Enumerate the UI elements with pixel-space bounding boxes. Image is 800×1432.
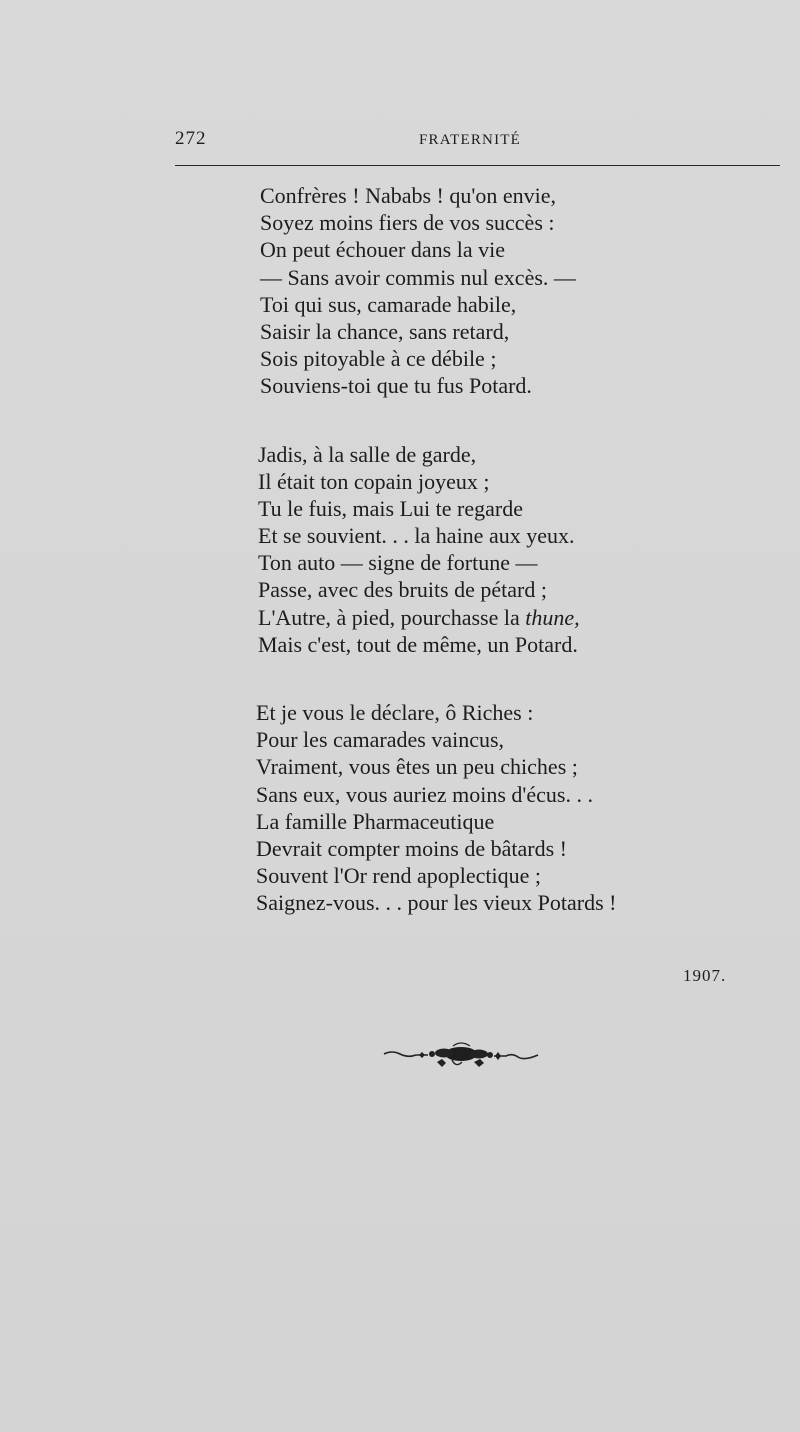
stanza-1 <box>252 182 672 400</box>
verse-line: Devrait compter moins de bâtards ! <box>256 835 567 861</box>
stanza-3 <box>252 699 672 917</box>
verse-line: Tu le fuis, mais Lui te regarde <box>258 495 523 521</box>
verse-line: Et je vous le déclare, ô Riches : <box>256 700 534 725</box>
stanza-2 <box>252 441 672 659</box>
verse-line: La famille Pharmaceutique <box>256 808 495 834</box>
verse-line: Il était ton copain joyeux ; <box>258 468 490 494</box>
verse-line: Souviens-toi que tu fus Potard. <box>260 373 532 399</box>
verse-line: Saignez-vous. . . pour les vieux Potards ! <box>256 890 617 916</box>
verse-line: Et se souvient. . . la haine aux yeux. <box>258 523 575 549</box>
verse-line: Confrères ! Nababs ! qu'on envie, <box>260 183 556 208</box>
header-rule <box>175 165 780 166</box>
verse-line: Mais c'est, tout de même, un Potard. <box>258 631 578 657</box>
running-head <box>175 128 780 158</box>
verse-line: Passe, avec des bruits de pétard ; <box>258 577 547 603</box>
verse-line: Ton auto — signe de fortune — <box>258 550 538 576</box>
date: 1907. <box>683 966 727 985</box>
verse-line: — Sans avoir commis nul excès. — <box>260 264 576 290</box>
verse-line-text: L'Autre, à pied, pourchasse la <box>258 604 526 630</box>
verse-line: Sois pitoyable à ce débile ; <box>260 346 497 372</box>
verse-line: Jadis, à la salle de garde, <box>258 441 477 467</box>
verse-line: On peut échouer dans la vie <box>260 237 505 263</box>
verse-line: Soyez moins fiers de vos succès : <box>260 210 555 236</box>
verse-line: Pour les camarades vaincus, <box>256 727 505 753</box>
verse-line: Toi qui sus, camarade habile, <box>260 291 517 317</box>
poem <box>252 182 672 958</box>
fleuron-icon <box>382 1040 540 1072</box>
italic-word: thune, <box>525 604 580 630</box>
verse-line: Saisir la chance, sans retard, <box>260 318 510 344</box>
running-title: FRATERNITÉ <box>419 132 521 148</box>
verse-line: Souvent l'Or rend apoplectique ; <box>256 863 542 889</box>
page-number: 272 <box>175 128 207 149</box>
verse-line <box>252 604 672 631</box>
verse-line: Vraiment, vous êtes un peu chiches ; <box>256 754 578 780</box>
verse-line: Sans eux, vous auriez moins d'écus. . . <box>256 781 593 807</box>
